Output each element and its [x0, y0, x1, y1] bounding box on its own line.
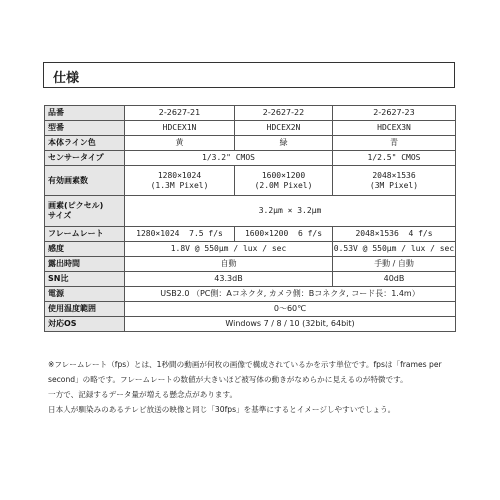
row-label-color: 本体ライン色	[45, 136, 125, 151]
cell-sensor-1: 1/3.2" CMOS	[125, 151, 333, 166]
table-row	[45, 302, 456, 317]
table-row	[45, 257, 456, 272]
cell-sensitivity-1: 1.8V @ 550μm / lux / sec	[125, 242, 333, 257]
cell-model-2: HDCEX2N	[235, 121, 333, 136]
cell-pixels-3: 2048×1536 (3M Pixel)	[333, 166, 456, 196]
row-label-sensor: センサータイプ	[45, 151, 125, 166]
cell-part-3: 2-2627-23	[333, 106, 456, 121]
cell-part-2: 2-2627-22	[235, 106, 333, 121]
cell-frame-rate-1: 1280×1024 7.5 f/s	[125, 227, 235, 242]
table-row	[45, 317, 456, 332]
note-paragraph: 一方で、記録するデータ量が増える懸念点があります。	[48, 390, 238, 399]
section-title: 仕様	[53, 71, 80, 86]
table-row	[45, 227, 456, 242]
cell-pixels-1: 1280×1024 (1.3M Pixel)	[125, 166, 235, 196]
row-label-sn: SN比	[45, 272, 125, 287]
cell-exposure-1: 自動	[125, 257, 333, 272]
row-label-pixels: 有効画素数	[45, 166, 125, 196]
spec-table	[44, 105, 456, 332]
row-label-sensitivity: 感度	[45, 242, 125, 257]
row-label-pixel-size: 画素(ピクセル) サイズ	[45, 196, 125, 227]
table-row	[45, 151, 456, 166]
row-label-power: 電源	[45, 287, 125, 302]
row-label-os: 対応OS	[45, 317, 125, 332]
row-label-temp: 使用温度範囲	[45, 302, 125, 317]
cell-model-3: HDCEX3N	[333, 121, 456, 136]
note-paragraph: 日本人が馴染みのあるテレビ放送の映像と同じ「30fps」を基準にするとイメージしやすいでしょう。	[48, 405, 396, 414]
cell-sn-2: 40dB	[333, 272, 456, 287]
cell-sensor-2: 1/2.5" CMOS	[333, 151, 456, 166]
cell-frame-rate-3: 2048×1536 4 f/s	[333, 227, 456, 242]
table-row	[45, 166, 456, 196]
cell-exposure-2: 手動 / 自動	[333, 257, 456, 272]
row-label-frame-rate: フレームレート	[45, 227, 125, 242]
cell-os: Windows 7 / 8 / 10 (32bit, 64bit)	[125, 317, 456, 332]
cell-pixel-size: 3.2μm × 3.2μm	[125, 196, 456, 227]
cell-temp: 0〜60℃	[125, 302, 456, 317]
row-label-exposure: 露出時間	[45, 257, 125, 272]
section-title-box	[43, 62, 455, 88]
cell-frame-rate-2: 1600×1200 6 f/s	[235, 227, 333, 242]
table-row	[45, 242, 456, 257]
cell-model-1: HDCEX1N	[125, 121, 235, 136]
table-row	[45, 196, 456, 227]
cell-color-2: 緑	[235, 136, 333, 151]
cell-color-3: 青	[333, 136, 456, 151]
cell-sn-1: 43.3dB	[125, 272, 333, 287]
row-label-model: 型番	[45, 121, 125, 136]
cell-sensitivity-2: 0.53V @ 550μm / lux / sec	[333, 242, 456, 257]
cell-pixels-2: 1600×1200 (2.0M Pixel)	[235, 166, 333, 196]
notes	[48, 357, 458, 417]
note-paragraph: ※フレームレート（fps）とは、1秒間の動画が何枚の画像で構成されているかを示す単位です。fpsは「frames per second」の略です。フレームレートの数値が大きいほど被写体の動きがなめらかに見えるのが特徴です。	[48, 360, 442, 384]
cell-part-1: 2-2627-21	[125, 106, 235, 121]
table-row	[45, 272, 456, 287]
table-row	[45, 121, 456, 136]
table-row	[45, 136, 456, 151]
row-label-part: 品番	[45, 106, 125, 121]
cell-power: USB2.0 （PC側：Aコネクタ, カメラ側：Bコネクタ, コード長：1.4m）	[125, 287, 456, 302]
table-row	[45, 287, 456, 302]
cell-color-1: 黄	[125, 136, 235, 151]
table-row	[45, 106, 456, 121]
